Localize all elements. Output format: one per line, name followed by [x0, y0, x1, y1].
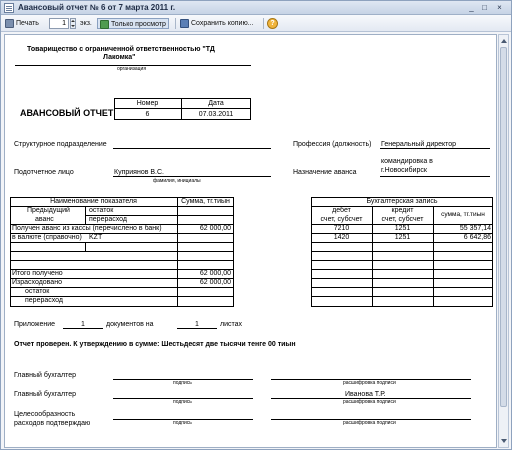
table-divider: [10, 242, 234, 243]
dept-underline: [113, 148, 271, 149]
table-divider: [311, 251, 493, 252]
sign-caption: подпись: [173, 420, 192, 426]
person-value: Куприянов В.С.: [114, 169, 164, 176]
balance-row-label: остаток: [25, 288, 50, 295]
vertical-scrollbar[interactable]: [498, 34, 509, 448]
prev-advance-label-cont: аванс: [35, 216, 54, 223]
document-icon: [4, 3, 14, 13]
appendix-label: Приложение: [14, 321, 56, 328]
purpose-underline: [380, 176, 490, 177]
report-title: АВАНСОВЫЙ ОТЧЕТ: [20, 108, 114, 118]
table-divider: [85, 242, 86, 251]
appendix-sheets: 1: [195, 321, 199, 328]
credit-header: кредит: [391, 207, 414, 214]
window-title: Авансовый отчет № 6 от 7 марта 2011 г.: [18, 3, 176, 12]
copies-spinner[interactable]: [70, 18, 76, 29]
table-divider: [311, 287, 493, 288]
view-only-button[interactable]: [97, 18, 169, 29]
appendix-docs-underline: [63, 328, 103, 329]
org-name: Товарищество с ограниченной ответственностью "ТД: [27, 46, 215, 53]
table-divider: [177, 197, 178, 307]
title-bar: [1, 1, 511, 15]
profession-underline: [380, 148, 490, 149]
prev-overspend-label: перерасход: [89, 216, 128, 223]
table-divider: [311, 242, 493, 243]
scroll-thumb[interactable]: [500, 47, 507, 407]
view-only-label: Только просмотр: [111, 21, 166, 28]
credit-sub-header: счет, субсчет: [381, 216, 424, 223]
printer-icon: [5, 19, 14, 28]
date-value: 07.03.2011: [198, 111, 234, 118]
in-currency-label: в валюте (справочно): [12, 234, 82, 241]
number-header: Номер: [136, 100, 159, 107]
approved-text: Отчет проверен. К утверждению в сумме: Шестьдесят две тысячи тенге 00 тиын: [14, 341, 296, 348]
accounting-header: Бухгалтерская запись: [366, 198, 438, 205]
toolbar-separator: [263, 18, 264, 29]
person-caption: фамилия, инициалы: [153, 178, 201, 184]
person-underline: [113, 176, 271, 177]
save-copy-label: Сохранить копию...: [191, 20, 254, 27]
debit-sub-header: счет, субсчет: [320, 216, 363, 223]
copies-input[interactable]: 1: [49, 18, 69, 29]
entry-debit: 1420: [333, 234, 350, 241]
spent-label: Израсходовано: [12, 279, 62, 286]
number-value: 6: [145, 111, 150, 118]
copies-unit: экз.: [80, 20, 92, 27]
scroll-down-icon[interactable]: [501, 439, 507, 443]
print-button[interactable]: [5, 18, 39, 29]
spent-sum: 62 000,00: [199, 279, 231, 286]
purpose-label: Назначение аванса: [293, 169, 357, 176]
acc-sum-header: сумма, тг.тиын: [441, 211, 485, 218]
table-divider: [10, 260, 234, 261]
close-icon[interactable]: ×: [497, 3, 502, 12]
toolbar-separator: [175, 18, 176, 29]
prev-balance-label: остаток: [89, 207, 114, 214]
profession-label: Профессия (должность): [293, 141, 372, 148]
debit-header: дебет: [332, 207, 351, 214]
table-divider: [114, 108, 251, 109]
sign-caption: подпись: [173, 380, 192, 386]
chief-accountant2-label: Главный бухгалтер: [14, 391, 76, 398]
received-cash-sum: 62 000,00: [199, 225, 231, 232]
entry-sum: 55 357,14: [459, 225, 491, 232]
date-header: Дата: [208, 100, 224, 107]
scroll-up-icon[interactable]: [501, 39, 507, 43]
toolbar: [1, 15, 511, 32]
dept-label: Структурное подразделение: [14, 141, 107, 148]
table-divider: [10, 251, 234, 252]
sign-caption: подпись: [173, 399, 192, 405]
table-divider: [311, 278, 493, 279]
view-only-icon: [100, 20, 109, 29]
entry-credit: 1251: [394, 225, 411, 232]
chief-accountant2-name: Иванова Т.Р.: [345, 391, 386, 398]
prev-advance-label: Предыдущий: [27, 207, 70, 214]
table-divider: [311, 296, 493, 297]
decode-caption: расшифровка подписи: [343, 380, 396, 386]
org-name-cont: Лакомка": [103, 54, 136, 61]
maximize-icon[interactable]: □: [482, 3, 487, 12]
sheets-label: листах: [220, 321, 243, 328]
person-label: Подотчетное лицо: [14, 169, 74, 176]
docs-on-label: документов на: [106, 321, 154, 328]
table-divider: [311, 260, 493, 261]
decode-caption: расшифровка подписи: [343, 399, 396, 405]
expedience-label-cont: расходов подтверждаю: [14, 420, 91, 427]
table-divider: [433, 206, 434, 307]
total-received-sum: 62 000,00: [199, 270, 231, 277]
appendix-docs: 1: [81, 321, 85, 328]
overspend-row-label: перерасход: [25, 297, 64, 304]
entry-sum: 6 642,86: [463, 234, 491, 241]
org-caption: организация: [117, 66, 147, 72]
table-divider: [85, 206, 86, 224]
received-cash-label: Получен аванс из кассы (перечислено в банк): [12, 225, 162, 232]
total-received-label: Итого получено: [12, 270, 63, 277]
help-icon[interactable]: ?: [267, 18, 278, 29]
print-label: Печать: [16, 20, 39, 27]
table-divider: [311, 269, 493, 270]
chief-accountant-label: Главный бухгалтер: [14, 372, 76, 379]
purpose-value: командировка в: [381, 158, 433, 165]
entry-credit: 1251: [394, 234, 411, 241]
entry-debit: 7210: [333, 225, 350, 232]
save-copy-button[interactable]: [180, 18, 254, 29]
report-page: [4, 34, 497, 448]
decode-caption: расшифровка подписи: [343, 420, 396, 426]
profession-value: Генеральный директор: [381, 141, 457, 148]
expedience-label: Целесообразность: [14, 411, 76, 418]
minimize-icon[interactable]: _: [469, 3, 474, 12]
currency-code: KZT: [89, 234, 103, 241]
purpose-value-cont: г.Новосибирск: [381, 167, 427, 174]
save-icon: [180, 19, 189, 28]
appendix-sheets-underline: [177, 328, 217, 329]
col-name-header: Наименование показателя: [50, 198, 137, 205]
col-sum-header: Сумма, тг.тиын: [181, 198, 230, 205]
